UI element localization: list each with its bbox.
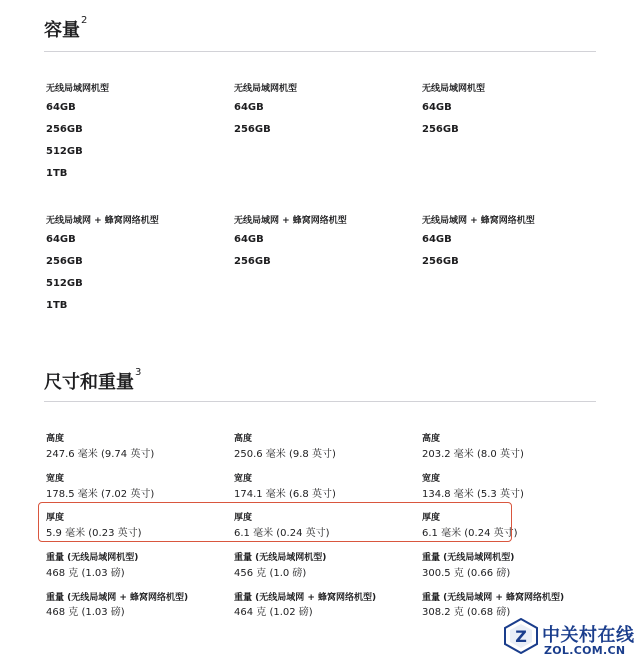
weight-cell-label: 重量 (无线局域网 + 蜂窝网络机型) xyxy=(422,593,565,603)
capacity-size: 1TB xyxy=(46,168,68,179)
weight-wifi-value: 456 克 (1.0 磅) xyxy=(234,568,307,579)
zol-watermark xyxy=(504,616,634,666)
height-label: 高度 xyxy=(422,434,441,444)
weight-cell-label: 重量 (无线局域网 + 蜂窝网络机型) xyxy=(234,593,377,603)
capacity-size: 64GB xyxy=(234,234,264,245)
capacity-size: 64GB xyxy=(422,102,452,113)
capacity-wifi-label-2: 无线局域网机型 xyxy=(234,84,298,94)
capacity-wifi-label-1: 无线局域网机型 xyxy=(46,84,110,94)
depth-value: 5.9 毫米 (0.23 英寸) xyxy=(46,528,142,539)
capacity-size: 64GB xyxy=(234,102,264,113)
weight-wifi-label: 重量 (无线局域网机型) xyxy=(422,553,515,563)
width-label: 宽度 xyxy=(234,474,253,484)
capacity-size: 256GB xyxy=(46,124,83,135)
capacity-size: 256GB xyxy=(234,124,271,135)
height-value: 250.6 毫米 (9.8 英寸) xyxy=(234,449,336,460)
weight-wifi-label: 重量 (无线局域网机型) xyxy=(234,553,327,563)
capacity-size: 64GB xyxy=(422,234,452,245)
capacity-size: 256GB xyxy=(234,256,271,267)
capacity-title xyxy=(44,16,87,42)
capacity-size: 256GB xyxy=(422,256,459,267)
weight-cell-value: 464 克 (1.02 磅) xyxy=(234,607,313,618)
height-value: 203.2 毫米 (8.0 英寸) xyxy=(422,449,524,460)
depth-label: 厚度 xyxy=(46,513,65,523)
capacity-cell-label-1: 无线局域网 + 蜂窝网络机型 xyxy=(46,216,159,226)
dimensions-divider xyxy=(44,401,596,402)
capacity-size: 64GB xyxy=(46,102,76,113)
weight-cell-label: 重量 (无线局域网 + 蜂窝网络机型) xyxy=(46,593,189,603)
height-label: 高度 xyxy=(46,434,65,444)
zol-brand-text: 中关村在线 xyxy=(542,625,635,646)
capacity-size: 512GB xyxy=(46,146,83,157)
capacity-cell-label-2: 无线局域网 + 蜂窝网络机型 xyxy=(234,216,347,226)
depth-label: 厚度 xyxy=(234,513,253,523)
weight-cell-value: 308.2 克 (0.68 磅) xyxy=(422,607,511,618)
capacity-size: 256GB xyxy=(46,256,83,267)
weight-wifi-value: 468 克 (1.03 磅) xyxy=(46,568,125,579)
capacity-title-text: 容量 xyxy=(44,20,80,41)
zol-domain-text: ZOL.COM.CN xyxy=(544,644,626,657)
width-label: 宽度 xyxy=(46,474,65,484)
dimensions-title-text: 尺寸和重量 xyxy=(44,372,134,393)
zol-logo-icon xyxy=(504,618,538,654)
capacity-size: 512GB xyxy=(46,278,83,289)
width-value: 134.8 毫米 (5.3 英寸) xyxy=(422,489,524,500)
width-label: 宽度 xyxy=(422,474,441,484)
capacity-size: 1TB xyxy=(46,300,68,311)
depth-label: 厚度 xyxy=(422,513,441,523)
height-label: 高度 xyxy=(234,434,253,444)
height-value: 247.6 毫米 (9.74 英寸) xyxy=(46,449,155,460)
zol-logo-letter: Z xyxy=(515,627,527,646)
depth-value: 6.1 毫米 (0.24 英寸) xyxy=(234,528,330,539)
weight-wifi-label: 重量 (无线局域网机型) xyxy=(46,553,139,563)
capacity-wifi-label-3: 无线局域网机型 xyxy=(422,84,486,94)
capacity-size: 256GB xyxy=(422,124,459,135)
width-value: 174.1 毫米 (6.8 英寸) xyxy=(234,489,336,500)
dimensions-title xyxy=(44,368,141,394)
weight-wifi-value: 300.5 克 (0.66 磅) xyxy=(422,568,511,579)
depth-highlight-box xyxy=(38,502,512,542)
weight-cell-value: 468 克 (1.03 磅) xyxy=(46,607,125,618)
capacity-cell-label-3: 无线局域网 + 蜂窝网络机型 xyxy=(422,216,535,226)
width-value: 178.5 毫米 (7.02 英寸) xyxy=(46,489,155,500)
depth-value: 6.1 毫米 (0.24 英寸) xyxy=(422,528,518,539)
dimensions-footnote: 3 xyxy=(135,367,142,378)
capacity-size: 64GB xyxy=(46,234,76,245)
capacity-footnote: 2 xyxy=(81,15,88,26)
capacity-divider xyxy=(44,51,596,52)
